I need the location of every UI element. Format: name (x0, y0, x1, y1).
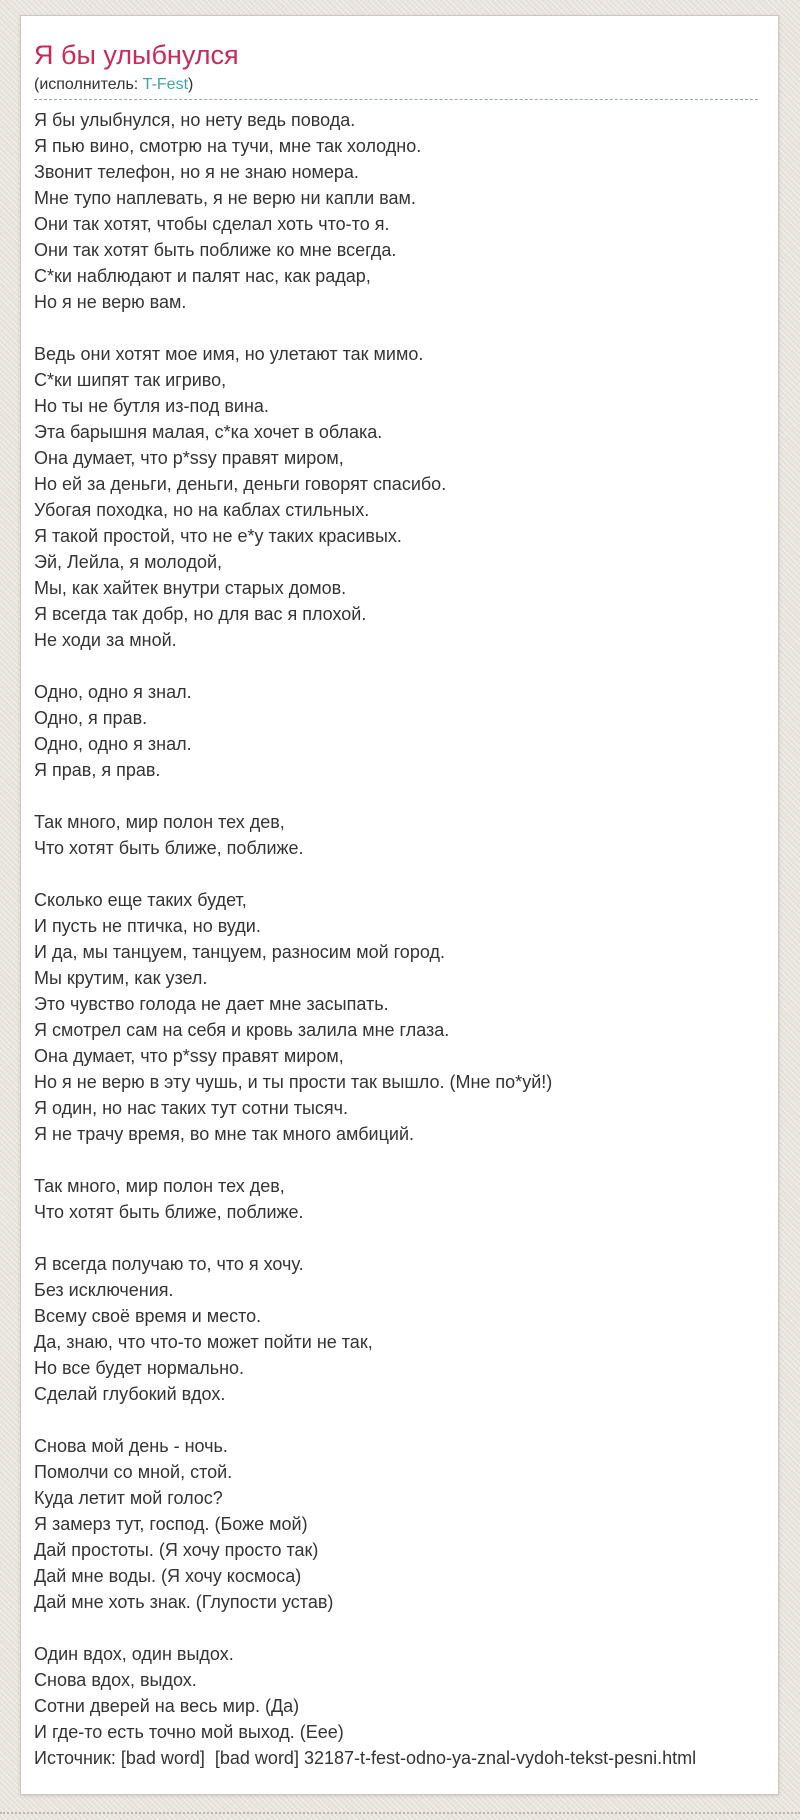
page-title: Я бы улыбнулся (34, 40, 239, 70)
lyric-line: Она думает, что p*ssy правят миром, (34, 1046, 344, 1067)
lyric-line: Но ты не бутля из-под вина. (34, 396, 269, 417)
lyric-line: Дай простоты. (Я хочу просто так) (34, 1540, 319, 1561)
lyric-line: Я один, но нас таких тут сотни тысяч. (34, 1098, 349, 1119)
lyric-line: Да, знаю, что что-то может пойти не так, (34, 1332, 373, 1353)
lyric-line: Снова мой день - ночь. (34, 1436, 228, 1457)
lyric-line: С*ки шипят так игриво, (34, 370, 227, 391)
lyric-line: Я пью вино, смотрю на тучи, мне так холодно. (34, 136, 422, 157)
lyric-line: Я замерз тут, господ. (Боже мой) (34, 1514, 308, 1535)
lyric-line: Я прав, я прав. (34, 760, 161, 781)
lyric-line: Одно, одно я знал. (34, 682, 192, 703)
lyric-line: Помолчи со мной, стой. (34, 1462, 233, 1483)
lyrics-text (34, 107, 758, 1771)
lyric-line: И где-то есть точно мой выход. (Еее) (34, 1722, 344, 1743)
lyrics-card (20, 15, 779, 1795)
lyric-line: Эта барышня малая, с*ка хочет в облака. (34, 422, 383, 443)
lyric-line: Но ей за деньги, деньги, деньги говорят спасибо. (34, 474, 447, 495)
lyric-line: Сотни дверей на весь мир. (Да) (34, 1696, 300, 1717)
lyric-line: Что хотят быть ближе, поближе. (34, 838, 304, 859)
lyric-line: Но я не верю в эту чушь, и ты прости так вышло. (Мне по*уй!) (34, 1072, 553, 1093)
stanza (34, 809, 758, 861)
lyric-line: Но все будет нормально. (34, 1358, 245, 1379)
lyric-line: Сделай глубокий вдох. (34, 1384, 226, 1405)
lyric-line: Один вдох, один выдох. (34, 1644, 234, 1665)
lyric-line: Она думает, что p*ssy правят миром, (34, 448, 344, 469)
lyric-line: Я смотрел сам на себя и кровь залила мне глаза. (34, 1020, 450, 1041)
lyric-line: Я такой простой, что не е*у таких красивых. (34, 526, 402, 547)
stanza (34, 107, 758, 315)
lyric-line: Ведь они хотят мое имя, но улетают так мимо. (34, 344, 424, 365)
artist-line (34, 75, 758, 94)
lyric-line: Дай мне воды. (Я хочу космоса) (34, 1566, 302, 1587)
lyric-line: Убогая походка, но на каблах стильных. (34, 500, 370, 521)
lyric-line: Без исключения. (34, 1280, 174, 1301)
stanza (34, 1251, 758, 1407)
lyric-line: Эй, Лейла, я молодой, (34, 552, 223, 573)
lyric-line: Одно, я прав. (34, 708, 148, 729)
stanza (34, 1433, 758, 1615)
lyric-line: Дай мне хоть знак. (Глупости устав) (34, 1592, 334, 1613)
stanza (34, 1641, 758, 1771)
lyric-line: Я не трачу время, во мне так много амбиций. (34, 1124, 415, 1145)
lyric-line: Я бы улыбнулся, но нету ведь повода. (34, 110, 356, 131)
lyric-line: И пусть не птичка, но вуди. (34, 916, 261, 937)
lyric-line: Куда летит мой голос? (34, 1488, 223, 1509)
stanza (34, 341, 758, 653)
lyric-line: С*ки наблюдают и палят нас, как радар, (34, 266, 371, 287)
lyric-line: Но я не верю вам. (34, 292, 187, 313)
artist-label: (исполнитель: (34, 76, 143, 94)
lyric-line: Всему своё время и место. (34, 1306, 262, 1327)
stanza (34, 887, 758, 1147)
source-line: Источник: [bad word] [bad word] 32187-t-fest-odno-ya-znal-vydoh-tekst-pesni.html (34, 1748, 697, 1769)
artist-link[interactable]: T-Fest (142, 76, 189, 94)
lyric-line: Звонит телефон, но я не знаю номера. (34, 162, 359, 183)
lyric-line: Так много, мир полон тех дев, (34, 812, 285, 833)
lyric-line: Я всегда получаю то, что я хочу. (34, 1254, 304, 1275)
dashed-separator (34, 99, 758, 100)
lyric-line: Мы, как хайтек внутри старых домов. (34, 578, 347, 599)
lyric-line: И да, мы танцуем, танцуем, разносим мой город. (34, 942, 445, 963)
stanza (34, 679, 758, 783)
lyric-line: Мы крутим, как узел. (34, 968, 208, 989)
artist-label-close: ) (188, 76, 194, 94)
lyric-line: Снова вдох, выдох. (34, 1670, 197, 1691)
lyric-line: Не ходи за мной. (34, 630, 177, 651)
stanza (34, 1173, 758, 1225)
lyric-line: Сколько еще таких будет, (34, 890, 247, 911)
lyric-line: Они так хотят быть поближе ко мне всегда. (34, 240, 397, 261)
lyric-line: Что хотят быть ближе, поближе. (34, 1202, 304, 1223)
lyric-line: Так много, мир полон тех дев, (34, 1176, 285, 1197)
lyric-line: Это чувство голода не дает мне засыпать. (34, 994, 389, 1015)
lyric-line: Одно, одно я знал. (34, 734, 192, 755)
lyric-line: Я всегда так добр, но для вас я плохой. (34, 604, 367, 625)
lyric-line: Они так хотят, чтобы сделал хоть что-то я. (34, 214, 390, 235)
lyric-line: Мне тупо наплевать, я не верю ни капли вам. (34, 188, 416, 209)
